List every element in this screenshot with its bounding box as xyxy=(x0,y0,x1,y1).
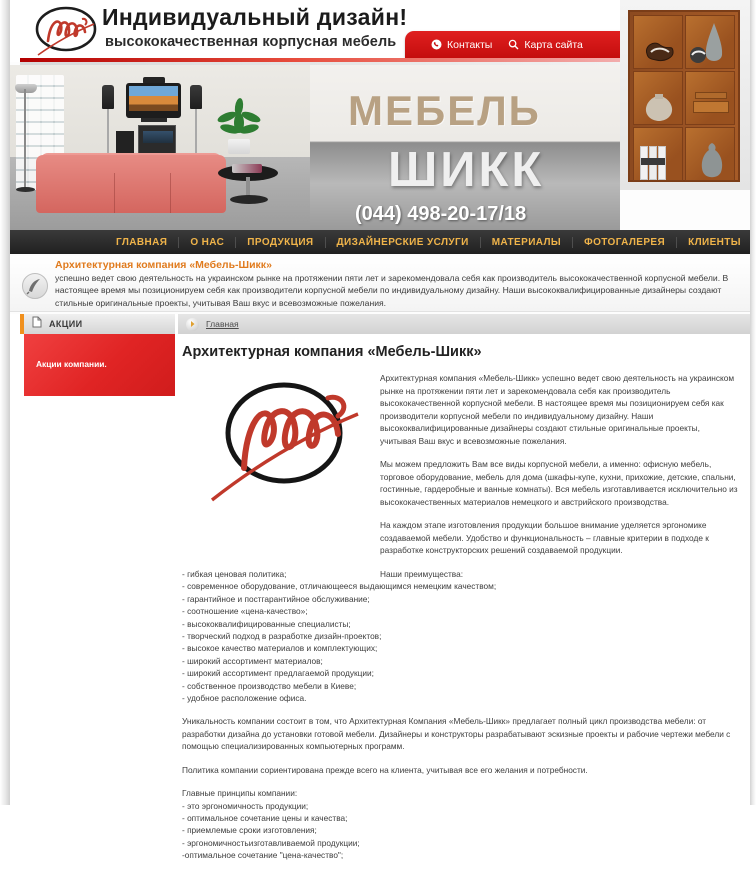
main-navigation xyxy=(10,230,750,254)
phone-icon xyxy=(431,39,442,50)
list-item: - творческий подход в разработке дизайн-проектов; xyxy=(182,631,382,642)
hero-word-mebel: МЕБЕЛЬ xyxy=(348,87,541,134)
list-item: - собственное производство мебели в Киеве; xyxy=(182,680,357,691)
nav-item-o-nas[interactable]: О НАС xyxy=(179,237,236,248)
paragraph-2: Мы можем предложить Вам все виды корпусной мебели, а именно: офисную мебель, торговое оборудование, мебель для дома (шкафы-купе, кухни, прихожие, детские, спальни, гостинные, гардеробные и ванные комнаты). Вся мебель изготавливается исключительно из высококачественных материалов немецкого и австрийского производства. xyxy=(380,459,738,507)
hero-text-block xyxy=(310,65,620,230)
nav-item-glavnaya[interactable]: ГЛАВНАЯ xyxy=(105,237,179,248)
hero-phone-number: (044) 498-20-17/18 xyxy=(355,203,527,225)
paragraph-1: Архитектурная компания «Мебель-Шикк» успешно ведет свою деятельность на украинском рынке на протяжении пяти лет и зарекомендовала себя как производитель высококачественной корпусной мебели. В настоящее время мы позиционируем себя как производители корпусной мебели по индивидуальному дизайну. Наши высококвалифицированные дизайнеры создают стильные оригинальные проекты, учитывая Ваш вкус и всевозможные пожелания. xyxy=(380,373,735,446)
search-icon xyxy=(508,39,519,50)
paragraph-3: На каждом этапе изготовления продукции большое внимание уделяется эргономике создаваемой мебели. Удобство и функциональность – главные критерии в подходе к разработке конструкторских решений создаваемой продукции. xyxy=(380,520,709,555)
brand-title: Индивидуальный дизайн! xyxy=(102,4,408,30)
hero-shelf-image xyxy=(620,0,750,190)
list-item: - высококвалифицированные специалисты; xyxy=(182,618,351,629)
list-item: -оптимальное сочетание "цена-качество"; xyxy=(182,850,344,861)
hero-photo-living-room xyxy=(10,65,310,230)
top-link-sitemap-label: Карта сайта xyxy=(524,38,583,51)
list-item: - удобное расположение офиса. xyxy=(182,693,307,704)
nav-item-produkciya[interactable]: ПРОДУКЦИЯ xyxy=(236,237,325,248)
breadcrumb xyxy=(178,314,750,334)
brand-subtitle: высококачественная корпусная мебель xyxy=(105,34,397,50)
company-logo[interactable] xyxy=(28,5,106,57)
top-link-contacts[interactable] xyxy=(431,39,492,51)
intro-title: Архитектурная компания «Мебель-Шикк» xyxy=(55,259,272,271)
principles-title: Главные принципы компании: xyxy=(182,788,298,799)
list-item: - соотношение «цена-качество»; xyxy=(182,606,308,617)
hero-word-shikk: ШИКК xyxy=(388,143,545,197)
sidebar-tab-akcii[interactable] xyxy=(20,314,175,334)
top-link-contacts-label: Контакты xyxy=(447,38,493,51)
list-item: - гибкая ценовая политика; xyxy=(182,569,287,579)
nav-item-fotogalereya[interactable]: ФОТОГАЛЕРЕЯ xyxy=(573,237,677,248)
top-links-ribbon xyxy=(405,31,640,58)
list-item: - широкий ассортимент материалов; xyxy=(182,655,323,666)
top-link-sitemap[interactable] xyxy=(508,39,583,51)
principles-list xyxy=(182,800,738,862)
sidebar-promo-text: Акции компании. xyxy=(36,359,107,369)
chevron-right-icon xyxy=(186,318,199,331)
list-item: - приемлемые сроки изготовления; xyxy=(182,825,317,836)
signature-logo xyxy=(210,376,370,501)
hero-banner xyxy=(10,65,620,230)
list-item: - гарантийное и постгарантийное обслуживание; xyxy=(182,593,370,604)
lower-content xyxy=(182,568,738,873)
page-frame-right xyxy=(750,0,756,805)
advantages-list xyxy=(182,568,738,704)
page-title: Архитектурная компания «Мебель-Шикк» xyxy=(182,344,482,360)
page-frame-left xyxy=(0,0,10,805)
list-item: - эргономичностьизготавливаемой продукции; xyxy=(182,837,360,848)
content-area xyxy=(10,314,750,861)
feather-icon xyxy=(22,273,48,299)
intro-strip xyxy=(10,256,750,312)
nav-item-dizaynerskie-uslugi[interactable]: ДИЗАЙНЕРСКИЕ УСЛУГИ xyxy=(326,237,481,248)
list-item: - современное оборудование, отличающееся выдающимся немецким качеством; xyxy=(182,581,497,592)
sidebar-tab-label: АКЦИИ xyxy=(49,319,83,329)
paragraph-policy: Политика компании сориентирована прежде всего на клиента, учитывая все его желания и потребности. xyxy=(182,764,588,775)
nav-item-klienty[interactable]: КЛИЕНТЫ xyxy=(688,236,741,248)
intro-paragraphs xyxy=(380,372,738,591)
nav-item-materialy[interactable]: МАТЕРИАЛЫ xyxy=(481,237,573,248)
paragraph-advantages-lead: Наши преимущества: xyxy=(380,568,464,579)
sidebar-promo-panel[interactable] xyxy=(24,334,175,396)
paragraph-uniqueness: Уникальность компании состоит в том, что Архитектурная Компания «Мебель-Шикк» предлагает полный цикл производства мебели: от разработки дизайна до установки готовой мебели. Дизайнеры и конструкторы разрабатывают эскизные проекты и рабочие чертежи мебели с помощью специализированных компьютерных программ. xyxy=(182,716,731,752)
list-item: - это эргономичность продукции; xyxy=(182,800,309,811)
intro-text: успешно ведет свою деятельность на украинском рынке на протяжении пяти лет и зарекомендовала себя как производитель высококачественной корпусной мебели. В настоящее время мы позиционируем себя как производители корпусной мебели по индивидуальному дизайну. Наши высококвалифицированные дизайнеры создают стильные оригинальные проекты, учитывая Ваш вкус и всевозможные пожелания. xyxy=(55,273,729,308)
page-icon xyxy=(32,315,42,333)
list-item: - оптимальное сочетание цены и качества; xyxy=(182,812,348,823)
list-item: - высокое качество материалов и комплектующих; xyxy=(182,643,378,654)
list-item: - широкий ассортимент предлагаемой продукции; xyxy=(182,668,374,679)
breadcrumb-item-glavnaya[interactable]: Главная xyxy=(206,319,239,329)
